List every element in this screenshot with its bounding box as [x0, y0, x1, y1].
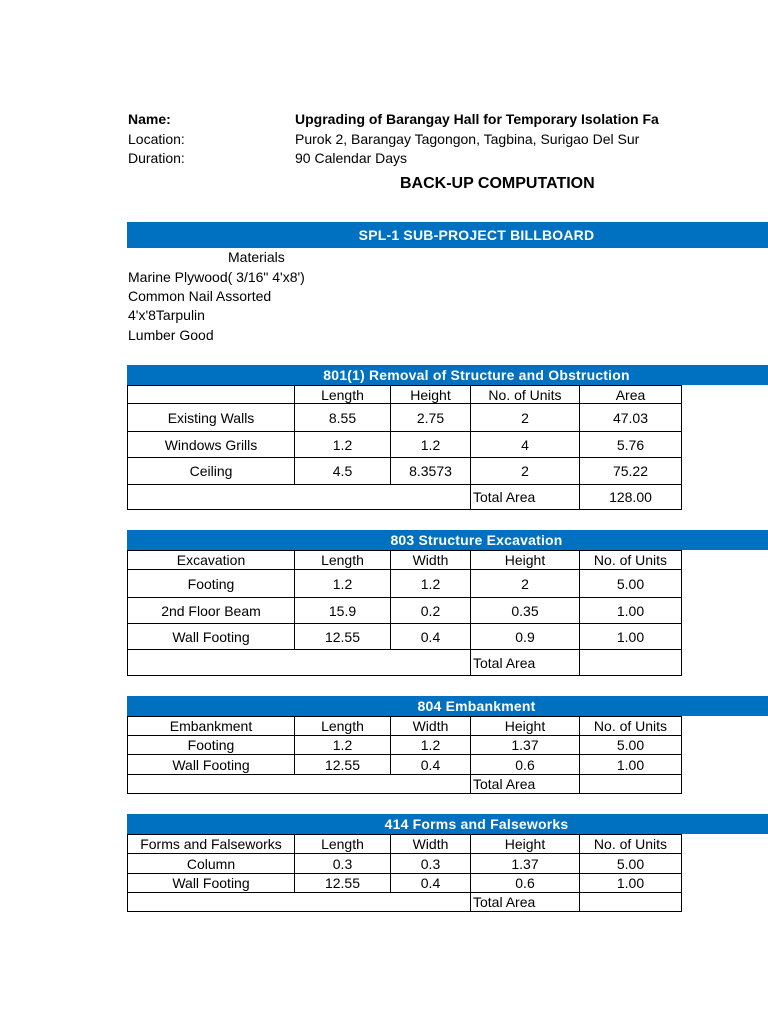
- header-cell: Height: [471, 717, 580, 736]
- table-row: [128, 624, 682, 650]
- total-spacer: [128, 650, 471, 676]
- duration-label: Duration:: [128, 150, 185, 166]
- table-cell: 2.75: [391, 404, 471, 432]
- table-cell: 0.4: [391, 624, 471, 650]
- table-cell: 1.2: [391, 570, 471, 598]
- header-cell: No. of Units: [580, 717, 682, 736]
- table-cell: 1.00: [580, 874, 682, 893]
- table-cell: 0.4: [391, 874, 471, 893]
- table-cell: 1.00: [580, 624, 682, 650]
- table-cell: 1.2: [295, 736, 391, 755]
- s801-table: [127, 385, 682, 510]
- total-spacer: [128, 775, 471, 794]
- header-cell: Width: [391, 835, 471, 854]
- s804-table: [127, 716, 682, 794]
- table-cell: 8.55: [295, 404, 391, 432]
- total-value: [580, 893, 682, 912]
- table-cell: Wall Footing: [128, 755, 295, 775]
- s414-title-band: [127, 814, 768, 834]
- table-cell: 2: [471, 458, 580, 485]
- header-cell: Height: [471, 835, 580, 854]
- total-label: Total Area: [471, 485, 580, 510]
- table-header-row: [128, 835, 682, 854]
- spl1-title-band: [127, 222, 768, 248]
- table-cell: 1.37: [471, 854, 580, 874]
- table-cell: 8.3573: [391, 458, 471, 485]
- table-cell: Wall Footing: [128, 624, 295, 650]
- project-name: Upgrading of Barangay Hall for Temporary Isolation Fa: [295, 111, 659, 127]
- total-row: [128, 485, 682, 510]
- table-cell: 4.5: [295, 458, 391, 485]
- header-cell: No. of Units: [580, 835, 682, 854]
- name-label: Name:: [128, 111, 171, 127]
- table-cell: Ceiling: [128, 458, 295, 485]
- table-row: [128, 432, 682, 458]
- table-cell: 0.6: [471, 755, 580, 775]
- header-cell: Length: [295, 835, 391, 854]
- table-cell: 5.00: [580, 854, 682, 874]
- table-header-row: [128, 386, 682, 404]
- table-cell: 47.03: [580, 404, 682, 432]
- header-cell: Length: [295, 551, 391, 570]
- table-cell: 5.76: [580, 432, 682, 458]
- material-item: Marine Plywood( 3/16" 4'x8'): [128, 269, 305, 285]
- table-cell: 5.00: [580, 736, 682, 755]
- table-cell: 15.9: [295, 598, 391, 624]
- table-cell: 12.55: [295, 755, 391, 775]
- header-cell: Length: [295, 717, 391, 736]
- s803-title: 803 Structure Excavation: [390, 532, 563, 548]
- header-cell: No. of Units: [471, 386, 580, 404]
- table-cell: 1.00: [580, 598, 682, 624]
- total-value: [580, 775, 682, 794]
- header-cell: Length: [295, 386, 391, 404]
- table-row: [128, 458, 682, 485]
- table-cell: 12.55: [295, 624, 391, 650]
- table-cell: 0.35: [471, 598, 580, 624]
- table-row: [128, 404, 682, 432]
- total-value: 128.00: [580, 485, 682, 510]
- total-row: [128, 893, 682, 912]
- s801-title: 801(1) Removal of Structure and Obstruction: [323, 367, 630, 383]
- table-cell: 1.2: [391, 736, 471, 755]
- table-cell: 1.2: [391, 432, 471, 458]
- table-cell: 0.2: [391, 598, 471, 624]
- header-cell: [128, 386, 295, 404]
- header-cell: Width: [391, 717, 471, 736]
- s803-table: [127, 550, 682, 676]
- materials-heading: Materials: [228, 249, 285, 265]
- total-spacer: [128, 893, 471, 912]
- total-row: [128, 650, 682, 676]
- s414-title: 414 Forms and Falseworks: [384, 816, 569, 832]
- table-row: [128, 570, 682, 598]
- table-row: [128, 854, 682, 874]
- table-cell: 2: [471, 404, 580, 432]
- table-cell: Footing: [128, 736, 295, 755]
- table-cell: 5.00: [580, 570, 682, 598]
- material-item: Lumber Good: [128, 327, 214, 343]
- table-cell: 12.55: [295, 874, 391, 893]
- header-cell: No. of Units: [580, 551, 682, 570]
- table-cell: 1.2: [295, 570, 391, 598]
- header-cell: Height: [391, 386, 471, 404]
- table-row: [128, 736, 682, 755]
- header-cell: Height: [471, 551, 580, 570]
- material-item: Common Nail Assorted: [128, 288, 272, 304]
- table-cell: Existing Walls: [128, 404, 295, 432]
- table-cell: Footing: [128, 570, 295, 598]
- table-cell: 4: [471, 432, 580, 458]
- table-cell: 0.6: [471, 874, 580, 893]
- table-cell: 1.00: [580, 755, 682, 775]
- header-cell: Embankment: [128, 717, 295, 736]
- table-row: [128, 755, 682, 775]
- s804-title-band: [127, 696, 768, 716]
- location-value: Purok 2, Barangay Tagongon, Tagbina, Surigao Del Sur: [295, 131, 640, 147]
- total-label: Total Area: [471, 893, 580, 912]
- header-cell: Forms and Falseworks: [128, 835, 295, 854]
- table-cell: 75.22: [580, 458, 682, 485]
- location-label: Location:: [128, 131, 185, 147]
- header-cell: Width: [391, 551, 471, 570]
- s804-title: 804 Embankment: [417, 698, 536, 714]
- table-header-row: [128, 551, 682, 570]
- table-cell: 2nd Floor Beam: [128, 598, 295, 624]
- table-header-row: [128, 717, 682, 736]
- table-cell: 0.4: [391, 755, 471, 775]
- material-item: 4'x'8Tarpulin: [128, 307, 205, 323]
- total-label: Total Area: [471, 775, 580, 794]
- total-label: Total Area: [471, 650, 580, 676]
- table-row: [128, 874, 682, 893]
- total-row: [128, 775, 682, 794]
- table-cell: 0.9: [471, 624, 580, 650]
- s801-title-band: [127, 365, 768, 385]
- table-cell: Wall Footing: [128, 874, 295, 893]
- page-title: BACK-UP COMPUTATION: [400, 175, 595, 192]
- table-cell: 2: [471, 570, 580, 598]
- s803-title-band: [127, 530, 768, 550]
- table-cell: Windows Grills: [128, 432, 295, 458]
- table-cell: 0.3: [391, 854, 471, 874]
- table-cell: Column: [128, 854, 295, 874]
- header-cell: Area: [580, 386, 682, 404]
- spl1-title: SPL-1 SUB-PROJECT BILLBOARD: [358, 227, 595, 243]
- table-cell: 0.3: [295, 854, 391, 874]
- duration-value: 90 Calendar Days: [295, 150, 408, 166]
- table-cell: 1.2: [295, 432, 391, 458]
- table-cell: 1.37: [471, 736, 580, 755]
- total-spacer: [128, 485, 471, 510]
- header-cell: Excavation: [128, 551, 295, 570]
- s414-table: [127, 834, 682, 912]
- table-row: [128, 598, 682, 624]
- total-value: [580, 650, 682, 676]
